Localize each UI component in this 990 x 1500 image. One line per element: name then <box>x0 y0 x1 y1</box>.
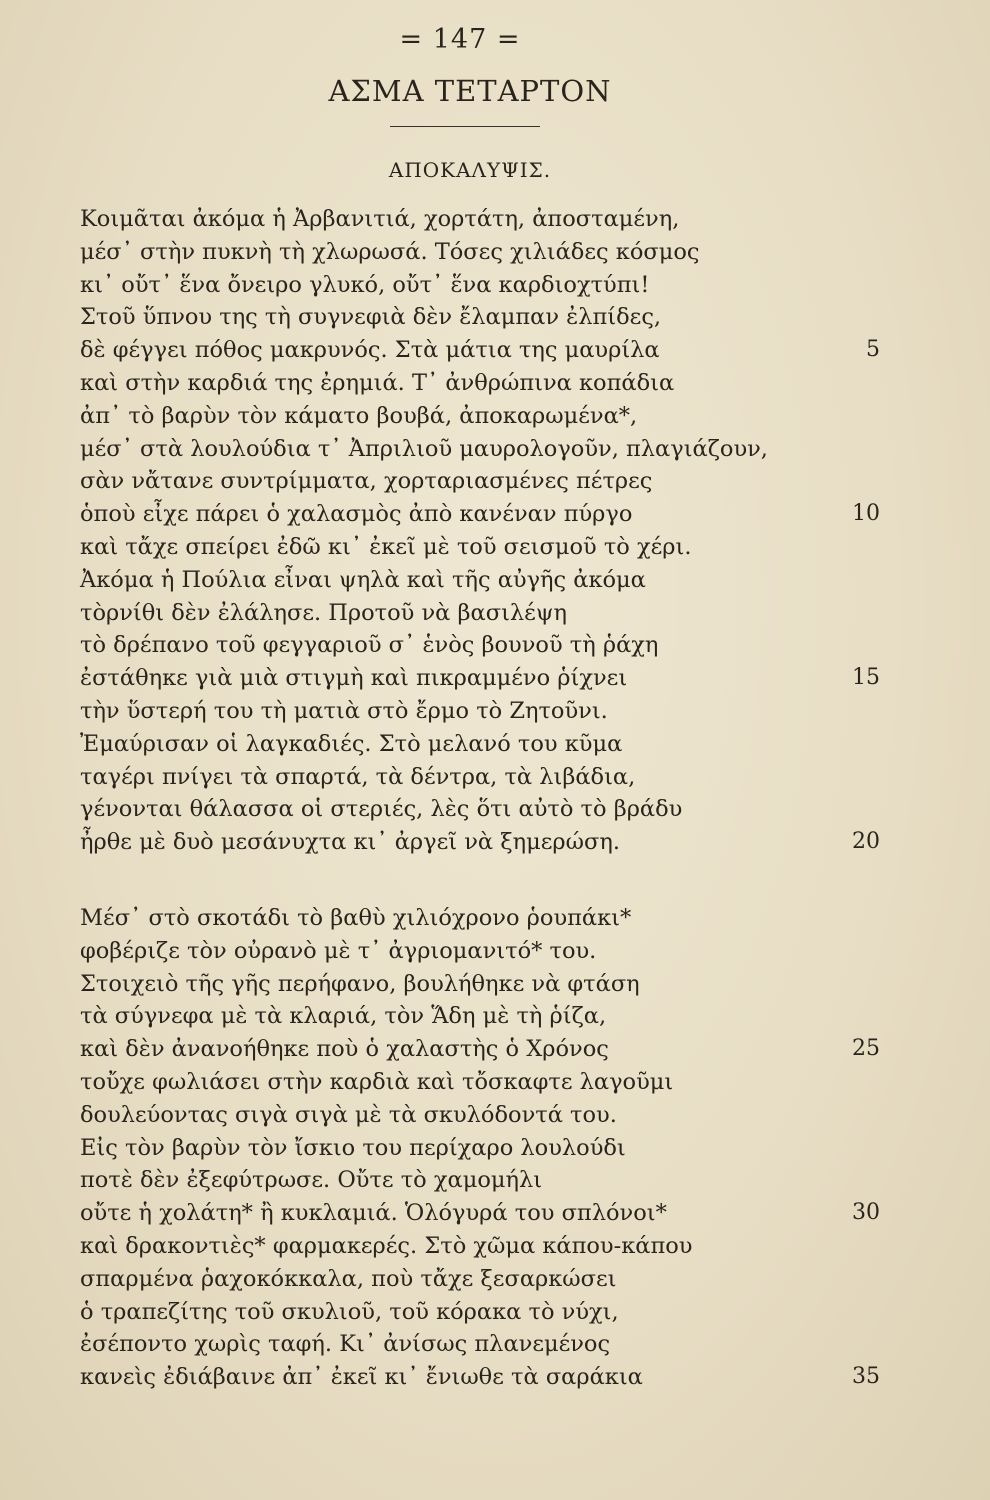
poem-line <box>80 1033 880 1066</box>
poem-line <box>80 1263 880 1296</box>
poem-line <box>80 1296 880 1329</box>
line-text: δὲ φέγγει πόθος μακρυνός. Στὰ μάτια της μαυρίλα <box>80 337 660 364</box>
line-text: τὴν ὕστερή του τὴ ματιὰ στὸ ἔρμο τὸ Ζητοῦνι. <box>80 697 608 724</box>
line-number: 20 <box>852 829 880 855</box>
poem-line <box>80 629 880 662</box>
line-number: 25 <box>852 1036 880 1062</box>
line-text: τὸ δρέπανο τοῦ φεγγαριοῦ σ᾿ ἑνὸς βουνοῦ τὴ ῥάχη <box>80 632 659 659</box>
poem-line <box>80 728 880 761</box>
line-text: ποτὲ δὲν ἐξεφύτρωσε. Οὔτε τὸ χαμομήλι <box>80 1167 543 1194</box>
line-text: γένονται θάλασσα οἱ στεριές, λὲς ὅτι αὐτὸ τὸ βράδυ <box>80 796 683 823</box>
poem-line <box>80 1000 880 1033</box>
line-text: ἀπ᾿ τὸ βαρὺν τὸν κάματο βουβά, ἀποκαρωμένα*, <box>80 402 638 429</box>
line-text: Ἐμαύρισαν οἱ λαγκαδιές. Στὸ μελανό του κῦμα <box>80 730 623 757</box>
page-title: ΑΣΜΑ ΤΕΤΑΡΤΟΝ <box>328 74 612 108</box>
poem-line <box>80 433 880 466</box>
line-text: κανεὶς ἐδιάβαινε ἀπ᾿ ἐκεῖ κι᾿ ἔνιωθε τὰ σαράκια <box>80 1364 643 1391</box>
line-text: ταγέρι πνίγει τὰ σπαρτά, τὰ δέντρα, τὰ λιβάδια, <box>80 763 636 790</box>
line-text: τὰ σύγνεφα μὲ τὰ κλαριά, τὸν Ἅδη μὲ τὴ ῥίζα, <box>80 1003 607 1030</box>
poem-line <box>80 203 880 236</box>
poem-line <box>80 793 880 826</box>
poem-line <box>80 1066 880 1099</box>
line-text: σὰν νἄτανε συντρίμματα, χορταριασμένες πέτρες <box>80 468 653 495</box>
line-text: Στοιχειὸ τῆς γῆς περήφανο, βουλήθηκε νὰ φτάση <box>80 970 640 997</box>
line-number: 35 <box>852 1364 880 1390</box>
poem-line <box>80 662 880 695</box>
poem-line <box>80 236 880 269</box>
poem-line <box>80 334 880 367</box>
poem-line <box>80 400 880 433</box>
poem-line <box>80 564 880 597</box>
line-text: Κοιμᾶται ἀκόμα ἡ Ἀρβανιτιά, χορτάτη, ἀποσταμένη, <box>80 206 680 232</box>
poem-line <box>80 826 880 859</box>
line-number: 30 <box>852 1200 880 1226</box>
poem-line <box>80 695 880 728</box>
line-number: 5 <box>866 337 880 363</box>
poem-line <box>80 269 880 302</box>
title-underline <box>390 126 540 127</box>
stanza-2 <box>80 902 880 1394</box>
line-text: μέσ᾿ στὰ λουλούδια τ᾿ Ἀπριλιοῦ μαυρολογοῦν, πλαγιάζουν, <box>80 435 768 462</box>
page-number: = 147 = <box>399 24 521 55</box>
line-text: καὶ δρακοντιὲς* φαρμακερές. Στὸ χῶμα κάπου-κάπου <box>80 1232 693 1259</box>
poem-line <box>80 935 880 968</box>
line-text: Εἰς τὸν βαρὺν τὸν ἴσκιο του περίχαρο λουλούδι <box>80 1134 626 1161</box>
line-text: καὶ τἄχε σπείρει ἐδῶ κι᾿ ἐκεῖ μὲ τοῦ σεισμοῦ τὸ χέρι. <box>80 533 692 560</box>
section-subtitle: ΑΠΟΚΑΛΥΨΙΣ. <box>388 158 552 182</box>
poem-line <box>80 465 880 498</box>
poem-line <box>80 902 880 935</box>
line-text: οὔτε ἡ χολάτη* ἢ κυκλαμιά. Ὁλόγυρά του σπλόνοι* <box>80 1200 667 1227</box>
poem-line <box>80 531 880 564</box>
line-text: κι᾿ οὔτ᾿ ἕνα ὄνειρο γλυκό, οὔτ᾿ ἕνα καρδιοχτύπι! <box>80 271 650 298</box>
line-text: ἐστάθηκε γιὰ μιὰ στιγμὴ καὶ πικραμμένο ῥίχνει <box>80 665 628 692</box>
poem-line <box>80 761 880 794</box>
line-text: σπαρμένα ῥαχοκόκκαλα, ποὺ τἄχε ξεσαρκώσει <box>80 1265 617 1292</box>
poem-line <box>80 968 880 1001</box>
poem-line <box>80 597 880 630</box>
line-text: τοὔχε φωλιάσει στὴν καρδιὰ καὶ τὄσκαφτε λαγοῦμι <box>80 1068 674 1095</box>
line-text: δουλεύοντας σιγὰ σιγὰ μὲ τὰ σκυλόδοντά του. <box>80 1101 617 1128</box>
poem-line <box>80 367 880 400</box>
poem-line <box>80 1197 880 1230</box>
line-text: μέσ᾿ στὴν πυκνὴ τὴ χλωρωσά. Τόσες χιλιάδες κόσμος <box>80 238 700 265</box>
poem-line <box>80 1164 880 1197</box>
line-text: ὁποὺ εἶχε πάρει ὁ χαλασμὸς ἀπὸ κανέναν πύργο <box>80 501 633 528</box>
line-text: φοβέριζε τὸν οὐρανὸ μὲ τ᾿ ἀγριομανιτό* του. <box>80 937 597 964</box>
poem-line <box>80 498 880 531</box>
poem-line <box>80 1132 880 1165</box>
line-text: Μέσ᾿ στὸ σκοτάδι τὸ βαθὺ χιλιόχρονο ῥουπάκι* <box>80 905 632 931</box>
line-text: Ἀκόμα ἡ Πούλια εἶναι ψηλὰ καὶ τῆς αὐγῆς ἀκόμα <box>80 566 646 593</box>
line-text: Στοῦ ὕπνου της τὴ συγνεφιὰ δὲν ἔλαμπαν ἐλπίδες, <box>80 304 662 331</box>
line-text: καὶ δὲν ἀνανοήθηκε ποὺ ὁ χαλαστὴς ὁ Χρόνος <box>80 1036 609 1063</box>
poem-line <box>80 301 880 334</box>
stanza-1 <box>80 203 880 859</box>
line-text: ὁ τραπεζίτης τοῦ σκυλιοῦ, τοῦ κόρακα τὸ νύχι, <box>80 1298 619 1325</box>
poem-line <box>80 1361 880 1394</box>
line-text: καὶ στὴν καρδιά της ἐρημιά. Τ᾿ ἀνθρώπινα κοπάδια <box>80 369 675 396</box>
line-text: ἦρθε μὲ δυὸ μεσάνυχτα κι᾿ ἀργεῖ νὰ ξημερώση. <box>80 829 620 856</box>
poem-line <box>80 1230 880 1263</box>
line-number: 15 <box>852 665 880 691</box>
line-text: ἐσέποντο χωρὶς ταφή. Κι᾿ ἀνίσως πλανεμένος <box>80 1331 611 1358</box>
poem-line <box>80 1328 880 1361</box>
line-number: 10 <box>852 501 880 527</box>
poem-line <box>80 1099 880 1132</box>
line-text: τὸρνίθι δὲν ἐλάλησε. Προτοῦ νὰ βασιλέψη <box>80 599 567 626</box>
